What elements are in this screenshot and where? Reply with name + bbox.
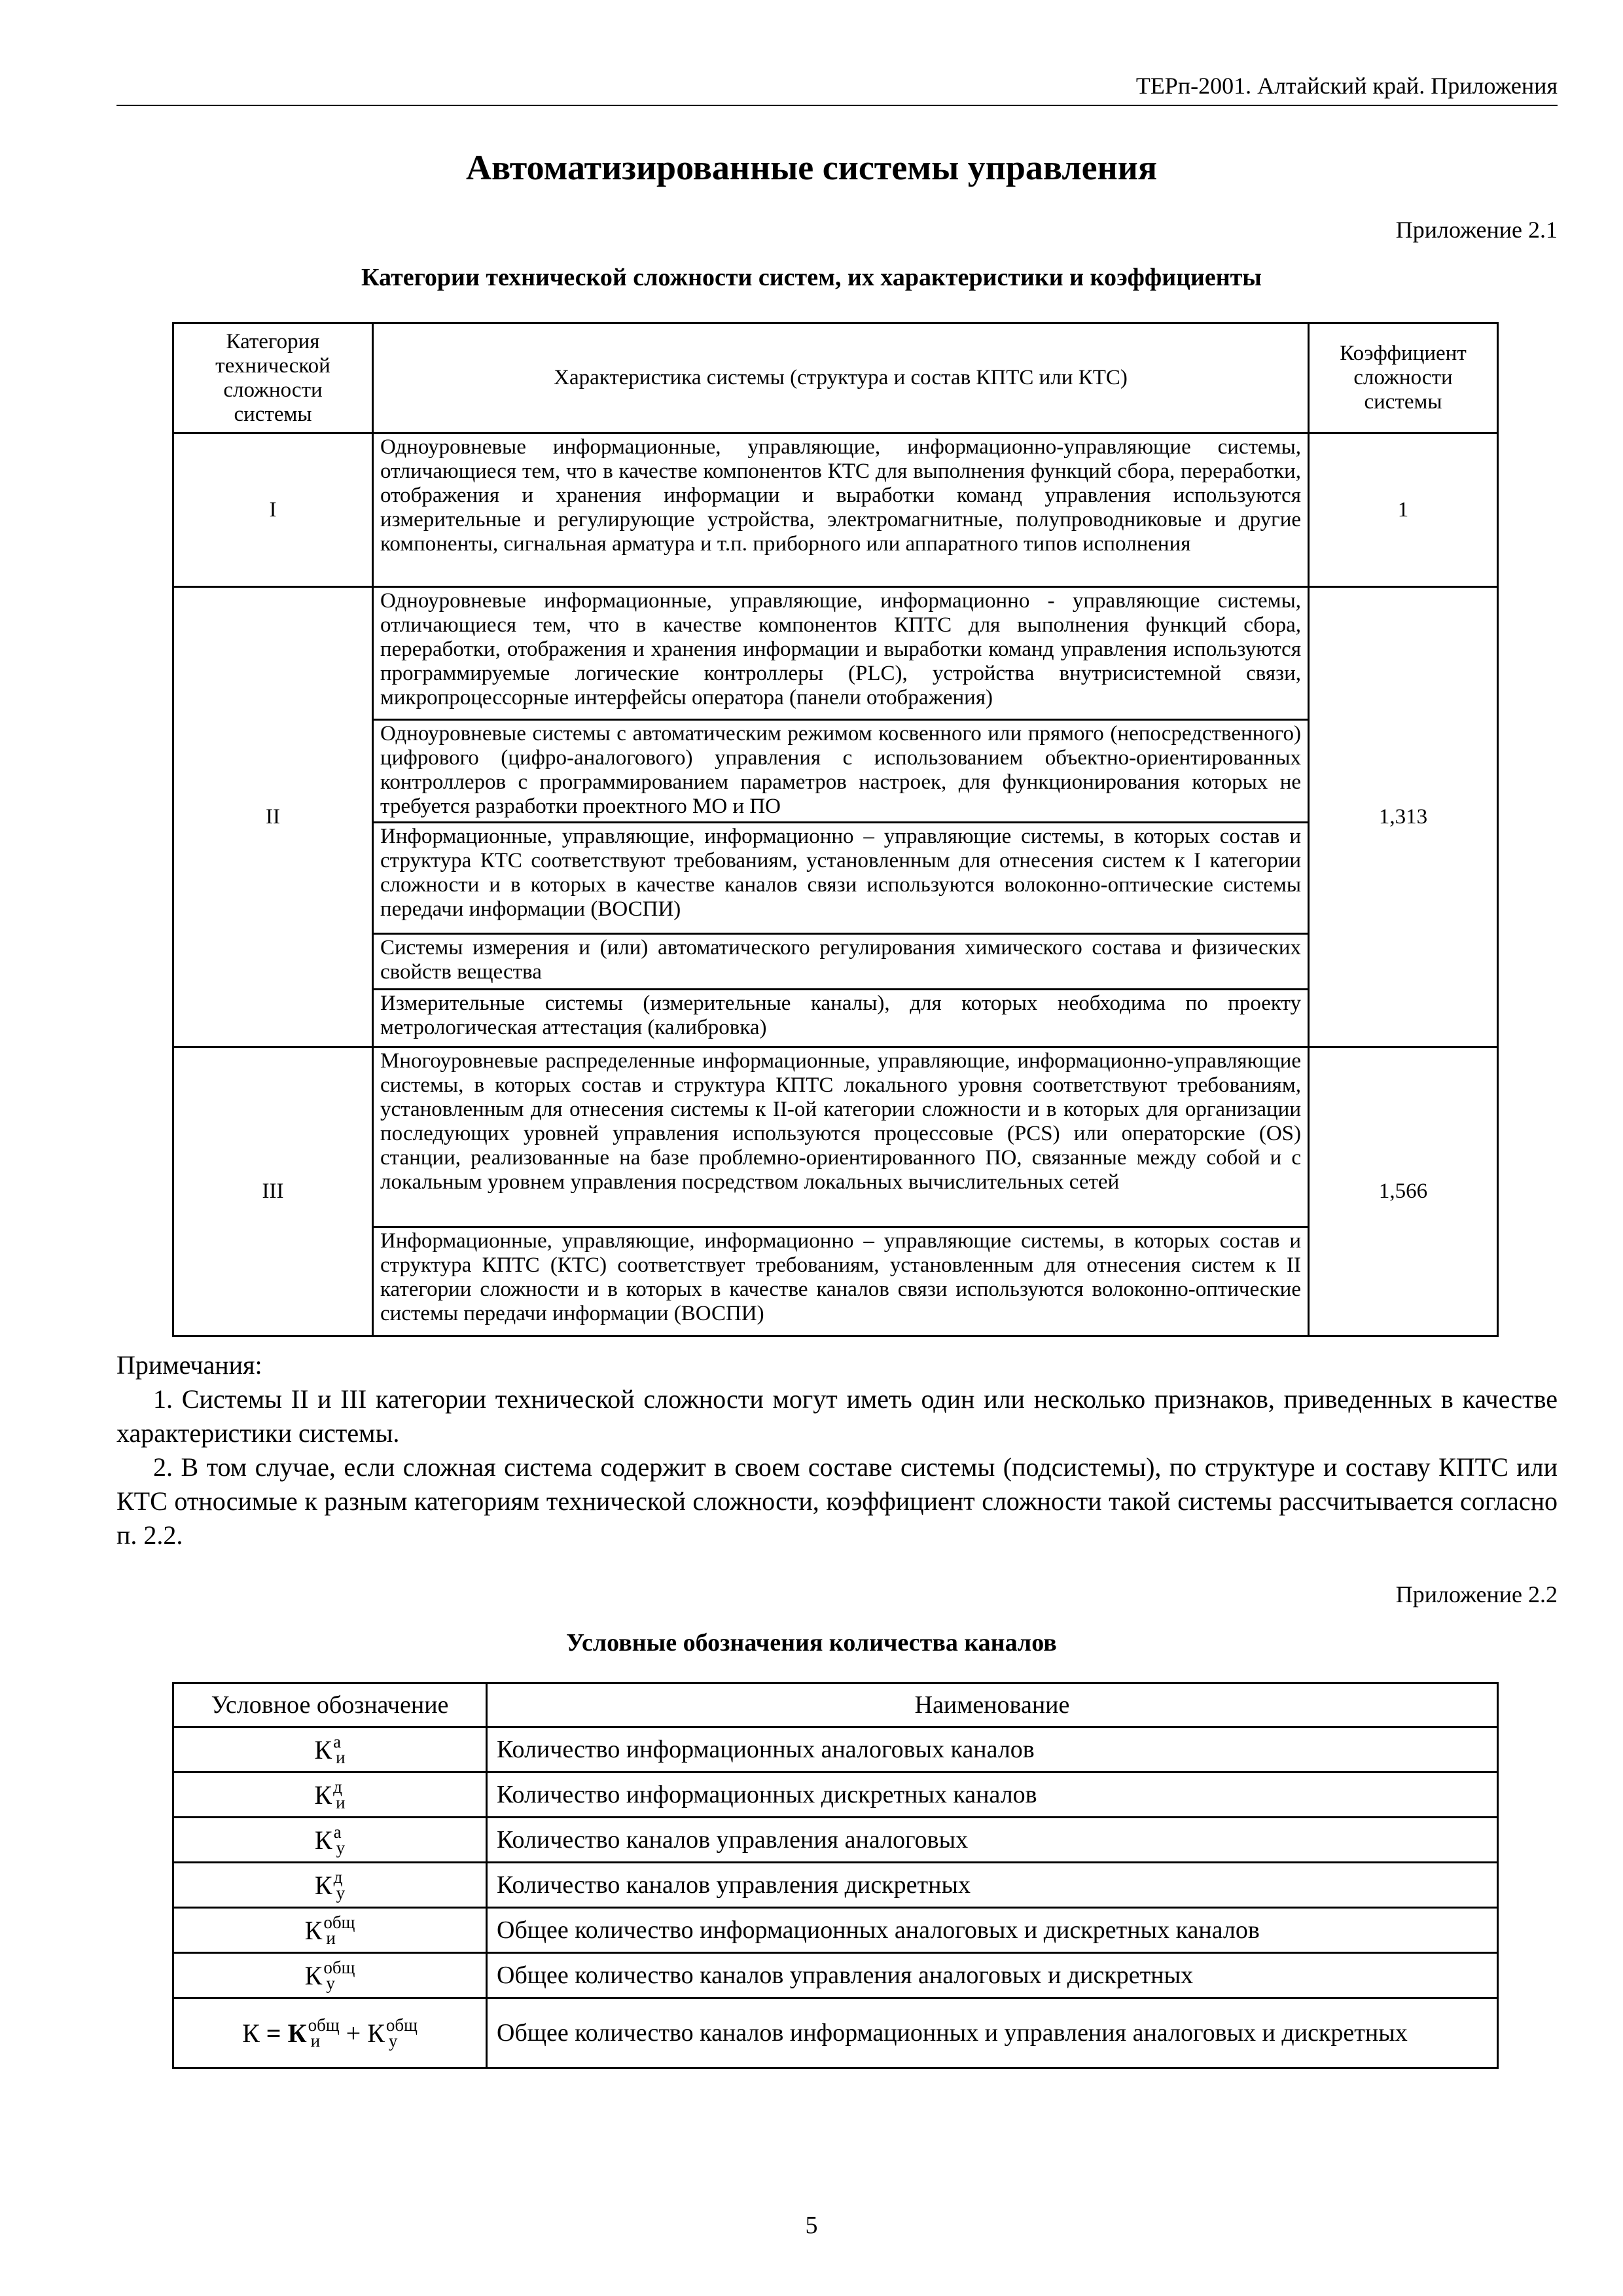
description-cell: Измерительные системы (измерительные каналы), для которых необходима по проекту метрологическая аттестация (калибровка) xyxy=(373,990,1309,1047)
symbol-sup: д xyxy=(333,1867,343,1887)
symbol-cell xyxy=(173,1727,487,1772)
table-row xyxy=(173,1863,1498,1908)
channel-symbol xyxy=(315,1869,345,1901)
symbol-sup: общ xyxy=(323,1912,355,1932)
appendix-label: Приложение 2.2 xyxy=(1395,1581,1558,1607)
formula-term-sub: и xyxy=(310,2031,321,2051)
header-description: Характеристика системы (структура и состав КПТС или КТС) xyxy=(373,323,1309,433)
coefficient-cell: 1,566 xyxy=(1309,1047,1498,1336)
formula-term-sub: у xyxy=(388,2031,398,2051)
symbol-base: К xyxy=(314,1870,332,1900)
header-divider xyxy=(116,105,1558,106)
header-category: Категория технической сложности системы xyxy=(173,323,373,433)
formula-term-base: К xyxy=(287,2018,307,2048)
formula-lhs: К xyxy=(242,2018,260,2048)
coefficient-cell: 1,313 xyxy=(1309,587,1498,1047)
symbol-base: К xyxy=(314,1734,332,1765)
channel-symbol xyxy=(305,1914,355,1946)
table-header-row xyxy=(173,323,1498,433)
channel-symbol xyxy=(305,1960,355,1991)
symbol-sup: а xyxy=(333,1822,342,1842)
symbol-sub: у xyxy=(336,1883,346,1903)
name-cell: Количество каналов управления дискретных xyxy=(487,1863,1498,1908)
symbol-base: К xyxy=(314,1825,332,1855)
channel-symbol xyxy=(315,1824,345,1856)
table-title: Категории технической сложности систем, их характеристики и коэффициенты xyxy=(361,264,1262,291)
symbol-base: К xyxy=(304,1960,323,1990)
page-title: Автоматизированные системы управления xyxy=(465,148,1158,187)
symbol-cell xyxy=(173,1863,487,1908)
description-cell: Информационные, управляющие, информационно – управляющие системы, в которых состав и структура КТС соответствуют требованиям, установленным для отнесения систем к I категории сложности и в которых в качестве каналов связи используются волоконно-оптические системы передачи информации (ВОСПИ) xyxy=(373,823,1309,934)
formula xyxy=(242,2017,418,2049)
table-row xyxy=(173,1727,1498,1772)
symbol-cell xyxy=(173,1818,487,1863)
table-row xyxy=(173,1908,1498,1953)
description-cell: Многоуровневые распределенные информационные, управляющие, информационно-управляющие системы, в которых состав и структура КПТС локального уровня соответствуют требованиям, установленным для отнесения системы к II-ой категории сложности и в которых для организации последующих уровней управления используются процессовые (PCS) или операторские (OS) станции, реализованные на базе проблемно-ориентированного ПО, связанные между собой и с локальным уровнем управления посредством локальных вычислительных сетей xyxy=(373,1047,1309,1227)
symbol-sup: д xyxy=(333,1777,342,1797)
formula-equals: = xyxy=(266,2018,281,2048)
channel-symbols-table xyxy=(172,1682,1499,2069)
name-cell: Общее количество каналов информационных и управления аналоговых и дискретных xyxy=(487,1998,1498,2068)
appendix-label: Приложение 2.1 xyxy=(1395,217,1558,243)
channel-symbol xyxy=(314,1734,345,1765)
symbol-cell xyxy=(173,1998,487,2068)
name-cell: Количество информационных аналоговых каналов xyxy=(487,1727,1498,1772)
running-header: ТЕРп-2001. Алтайский край. Приложения xyxy=(1135,73,1558,99)
name-cell: Общее количество информационных аналоговых и дискретных каналов xyxy=(487,1908,1498,1953)
symbol-cell xyxy=(173,1772,487,1818)
symbol-cell xyxy=(173,1953,487,1998)
name-cell: Общее количество каналов управления аналоговых и дискретных xyxy=(487,1953,1498,1998)
symbol-base: К xyxy=(304,1915,323,1945)
complexity-categories-table xyxy=(172,322,1499,1337)
symbol-sup: а xyxy=(333,1732,342,1751)
formula-term-base: К xyxy=(367,2018,385,2048)
table-header-row xyxy=(173,1683,1498,1727)
table-row xyxy=(173,587,1498,720)
description-cell: Одноуровневые системы с автоматическим режимом косвенного или прямого (непосредственного) цифрового (цифро-аналогового) управления с использованием объектно-ориентированных контроллеров с программированием параметров настроек, для функционирования которых не требуется разработки проектного МО и ПО xyxy=(373,720,1309,823)
name-cell: Количество информационных дискретных каналов xyxy=(487,1772,1498,1818)
formula-plus: + xyxy=(346,2018,361,2048)
symbol-base: К xyxy=(314,1780,332,1810)
header-name: Наименование xyxy=(487,1683,1498,1727)
description-cell: Системы измерения и (или) автоматического регулирования химического состава и физических свойств вещества xyxy=(373,934,1309,990)
note-item: 1. Системы II и III категории технической сложности могут иметь один или несколько признаков, приведенных в качестве характеристики системы. xyxy=(116,1384,1558,1448)
symbol-sup: общ xyxy=(323,1958,355,1977)
table-row xyxy=(173,1998,1498,2068)
channel-symbol xyxy=(314,1779,345,1810)
formula-term-sup: общ xyxy=(385,2015,418,2035)
symbol-cell xyxy=(173,1908,487,1953)
category-cell: I xyxy=(173,433,373,587)
header-coefficient: Коэффициент сложности системы xyxy=(1309,323,1498,433)
note-item: 2. В том случае, если сложная система содержит в своем составе системы (подсистемы), по структуре и составу КПТС или КТС относимые к разным категориям технической сложности, коэффициент сложности такой системы рассчитывается согласно п. 2.2. xyxy=(116,1452,1558,1550)
table-row xyxy=(173,433,1498,587)
header-symbol: Условное обозначение xyxy=(173,1683,487,1727)
symbol-sub: у xyxy=(336,1838,346,1857)
symbol-sub: у xyxy=(326,1973,335,1993)
table-title: Условные обозначения количества каналов xyxy=(566,1629,1057,1657)
symbol-sub: и xyxy=(336,1793,346,1812)
name-cell: Количество каналов управления аналоговых xyxy=(487,1818,1498,1863)
category-cell: II xyxy=(173,587,373,1047)
formula-term-sup: общ xyxy=(308,2015,340,2035)
table-row xyxy=(173,1047,1498,1227)
table-row xyxy=(173,1953,1498,1998)
table-row xyxy=(173,1772,1498,1818)
notes xyxy=(116,1348,1558,1552)
notes-heading: Примечания: xyxy=(116,1350,262,1380)
coefficient-cell: 1 xyxy=(1309,433,1498,587)
category-cell: III xyxy=(173,1047,373,1336)
table-row xyxy=(173,1818,1498,1863)
symbol-sub: и xyxy=(326,1928,336,1948)
page-number: 5 xyxy=(805,2212,818,2239)
description-cell: Информационные, управляющие, информационно – управляющие системы, в которых состав и структура КПТС (КТС) соответствует требованиям, установленным для отнесения систем к II категории сложности и в которых в качестве каналов связи используются волоконно-оптические системы передачи информации (ВОСПИ) xyxy=(373,1227,1309,1336)
description-cell: Одноуровневые информационные, управляющие, информационно - управляющие системы, отличающиеся тем, что в качестве компонентов КПТС для выполнения функций сбора, переработки, отображения и хранения информации и выработки команд управления используются программируемые логические контроллеры (PLC), устройства внутрисистемной связи, микропроцессорные интерфейсы оператора (панели отображения) xyxy=(373,587,1309,720)
symbol-sub: и xyxy=(336,1748,346,1767)
description-cell: Одноуровневые информационные, управляющие, информационно-управляющие системы, отличающиеся тем, что в качестве компонентов КТС для выполнения функций сбора, переработки, отображения и хранения информации и выработки команд управления используются измерительные и регулирующие устройства, электромагнитные, полупроводниковые и другие компоненты, сигнальная арматура и т.п. приборного или аппаратного типов исполнения xyxy=(373,433,1309,587)
